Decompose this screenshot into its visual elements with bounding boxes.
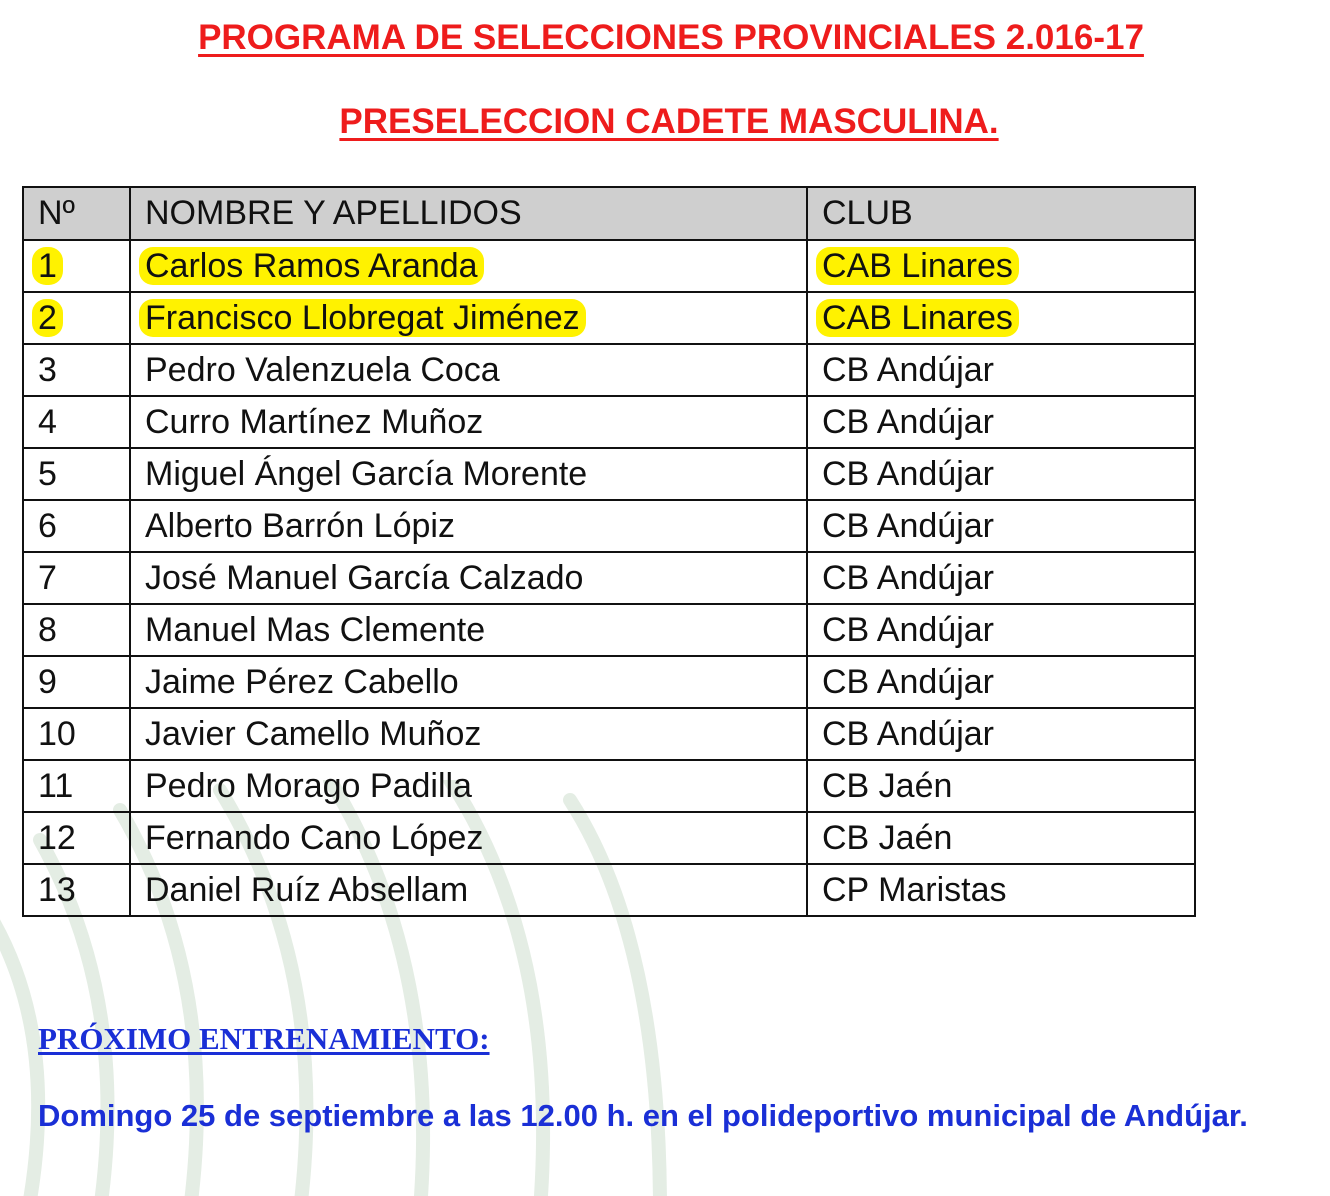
cell-club xyxy=(807,448,1195,500)
table-header-row xyxy=(23,187,1195,240)
cell-number xyxy=(23,240,130,292)
cell-club-text: CB Andújar xyxy=(822,454,994,493)
cell-number xyxy=(23,604,130,656)
cell-club-text: CB Andújar xyxy=(822,558,994,597)
cell-name-text: Javier Camello Muñoz xyxy=(145,714,482,753)
cell-number-text: 5 xyxy=(38,454,57,493)
table-row xyxy=(23,656,1195,708)
cell-club xyxy=(807,864,1195,916)
cell-name-text: José Manuel García Calzado xyxy=(145,558,584,597)
cell-club xyxy=(807,240,1195,292)
cell-number xyxy=(23,812,130,864)
page-subtitle: PRESELECCION CADETE MASCULINA. xyxy=(339,102,999,141)
cell-name xyxy=(130,292,807,344)
table-row xyxy=(23,500,1195,552)
table-row xyxy=(23,448,1195,500)
table-row xyxy=(23,344,1195,396)
cell-club-text: CB Andújar xyxy=(822,506,994,545)
cell-club-text: CB Andújar xyxy=(822,402,994,441)
cell-number-text: 6 xyxy=(38,506,57,545)
cell-club xyxy=(807,552,1195,604)
cell-name-text: Carlos Ramos Aranda xyxy=(139,247,484,285)
next-training-heading: PRÓXIMO ENTRENAMIENTO: xyxy=(38,1021,490,1056)
cell-number xyxy=(23,292,130,344)
cell-name xyxy=(130,396,807,448)
cell-club-text: CB Andújar xyxy=(822,350,994,389)
cell-club xyxy=(807,604,1195,656)
table-row xyxy=(23,708,1195,760)
cell-name-text: Fernando Cano López xyxy=(145,818,484,857)
cell-number-text: 13 xyxy=(38,870,76,909)
cell-name xyxy=(130,552,807,604)
cell-name-text: Miguel Ángel García Morente xyxy=(145,454,588,493)
cell-club xyxy=(807,292,1195,344)
cell-name-text: Daniel Ruíz Absellam xyxy=(145,870,469,909)
cell-club-text: CB Andújar xyxy=(822,662,994,701)
table-row xyxy=(23,760,1195,812)
cell-name-text: Pedro Valenzuela Coca xyxy=(145,350,500,389)
cell-name-text: Alberto Barrón Lópiz xyxy=(145,506,455,545)
cell-name-text: Curro Martínez Muñoz xyxy=(145,402,484,441)
column-header-club: CLUB xyxy=(807,187,1195,240)
cell-name xyxy=(130,344,807,396)
table-row xyxy=(23,552,1195,604)
cell-name-text: Jaime Pérez Cabello xyxy=(145,662,459,701)
cell-number xyxy=(23,552,130,604)
cell-number-text: 12 xyxy=(38,818,76,857)
cell-number-text: 9 xyxy=(38,662,57,701)
cell-club-text: CB Jaén xyxy=(822,766,953,805)
cell-club xyxy=(807,500,1195,552)
cell-number xyxy=(23,864,130,916)
table-row xyxy=(23,240,1195,292)
cell-name xyxy=(130,448,807,500)
cell-number xyxy=(23,396,130,448)
table-row xyxy=(23,864,1195,916)
roster-table xyxy=(22,186,1196,917)
cell-name xyxy=(130,656,807,708)
cell-name xyxy=(130,240,807,292)
page-title: PROGRAMA DE SELECCIONES PROVINCIALES 2.016-17 xyxy=(198,18,1144,57)
cell-club-text: CB Andújar xyxy=(822,714,994,753)
cell-number-text: 2 xyxy=(32,299,63,337)
cell-number-text: 8 xyxy=(38,610,57,649)
cell-number-text: 1 xyxy=(32,247,63,285)
cell-club xyxy=(807,344,1195,396)
cell-number-text: 7 xyxy=(38,558,57,597)
cell-club-text: CAB Linares xyxy=(816,247,1019,285)
cell-club-text: CB Jaén xyxy=(822,818,953,857)
cell-number xyxy=(23,760,130,812)
cell-club xyxy=(807,812,1195,864)
cell-number-text: 10 xyxy=(38,714,76,753)
column-header-number: Nº xyxy=(23,187,130,240)
cell-name xyxy=(130,864,807,916)
cell-club-text: CB Andújar xyxy=(822,610,994,649)
table-row xyxy=(23,396,1195,448)
cell-number-text: 3 xyxy=(38,350,57,389)
cell-number xyxy=(23,708,130,760)
cell-club-text: CP Maristas xyxy=(822,870,1007,909)
cell-name-text: Manuel Mas Clemente xyxy=(145,610,486,649)
cell-number xyxy=(23,500,130,552)
cell-number-text: 4 xyxy=(38,402,57,441)
table-row xyxy=(23,812,1195,864)
cell-name xyxy=(130,604,807,656)
column-header-name: NOMBRE Y APELLIDOS xyxy=(130,187,807,240)
table-row xyxy=(23,604,1195,656)
cell-number xyxy=(23,448,130,500)
next-training-text: Domingo 25 de septiembre a las 12.00 h. en el polideportivo municipal de Andújar. xyxy=(38,1098,1248,1133)
cell-club xyxy=(807,760,1195,812)
cell-name-text: Pedro Morago Padilla xyxy=(145,766,472,805)
cell-number xyxy=(23,344,130,396)
cell-name xyxy=(130,500,807,552)
table-row xyxy=(23,292,1195,344)
cell-club-text: CAB Linares xyxy=(816,299,1019,337)
cell-number xyxy=(23,656,130,708)
cell-name xyxy=(130,708,807,760)
cell-club xyxy=(807,656,1195,708)
cell-number-text: 11 xyxy=(38,766,74,805)
cell-name xyxy=(130,760,807,812)
cell-club xyxy=(807,708,1195,760)
cell-club xyxy=(807,396,1195,448)
cell-name-text: Francisco Llobregat Jiménez xyxy=(139,299,586,337)
cell-name xyxy=(130,812,807,864)
